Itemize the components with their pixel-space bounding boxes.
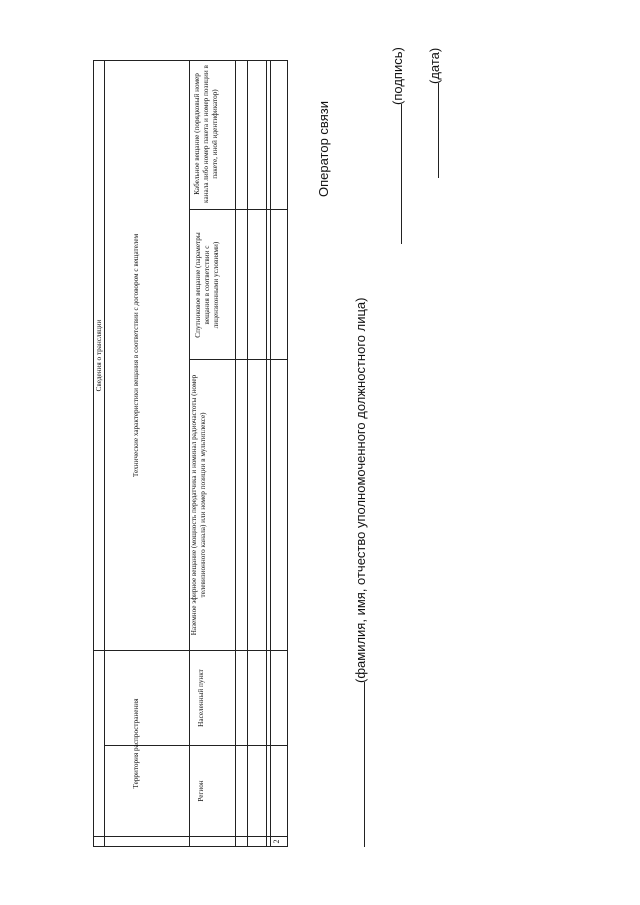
col-divider-satellite: [189, 209, 287, 210]
name-signature-line: [364, 682, 365, 847]
page-number: 2: [272, 839, 281, 844]
territory-group-header: Территория распространения: [132, 698, 140, 789]
region-column-header: Регион: [197, 780, 205, 802]
settlement-column-header: Населенный пункт: [197, 669, 205, 727]
date-label: (дата): [427, 47, 442, 84]
sign-signature-line: [401, 104, 402, 244]
row-divider-data2: [266, 61, 267, 846]
technical-group-header: Технические характеристики вещания в соответствии с договором с вещателем: [132, 233, 140, 478]
row-divider-title: [104, 61, 105, 846]
col-divider-territory: [94, 650, 287, 651]
table-title: Сведения о трансляции: [95, 319, 103, 392]
cable-column-header: Кабельное вещание (порядковый номер канала либо номер пакета и номер позиции в пакете, иной идентификатор): [193, 65, 219, 203]
row-divider-data3: [270, 61, 271, 846]
broadcast-info-table: [93, 60, 288, 847]
col-divider-terrestrial: [189, 359, 287, 360]
col-divider-left: [94, 836, 287, 837]
terrestrial-column-header: Наземное эфирное вещание (мощность передатчика и номинал радиочастоты (номер телевизионного канала) или номер позиции в мультиплексе): [190, 374, 207, 636]
name-label: (фамилия, имя, отчество уполномоченного должностного лица): [353, 297, 368, 683]
row-divider-data1: [247, 61, 248, 846]
row-divider-header: [235, 61, 236, 846]
date-signature-line: [438, 83, 439, 178]
satellite-column-header: Спутниковое вещание (параметры вещания в соответствии с лицензионными условиями): [194, 232, 220, 338]
sign-label: (подпись): [390, 47, 405, 105]
operator-label: Оператор связи: [316, 101, 331, 197]
